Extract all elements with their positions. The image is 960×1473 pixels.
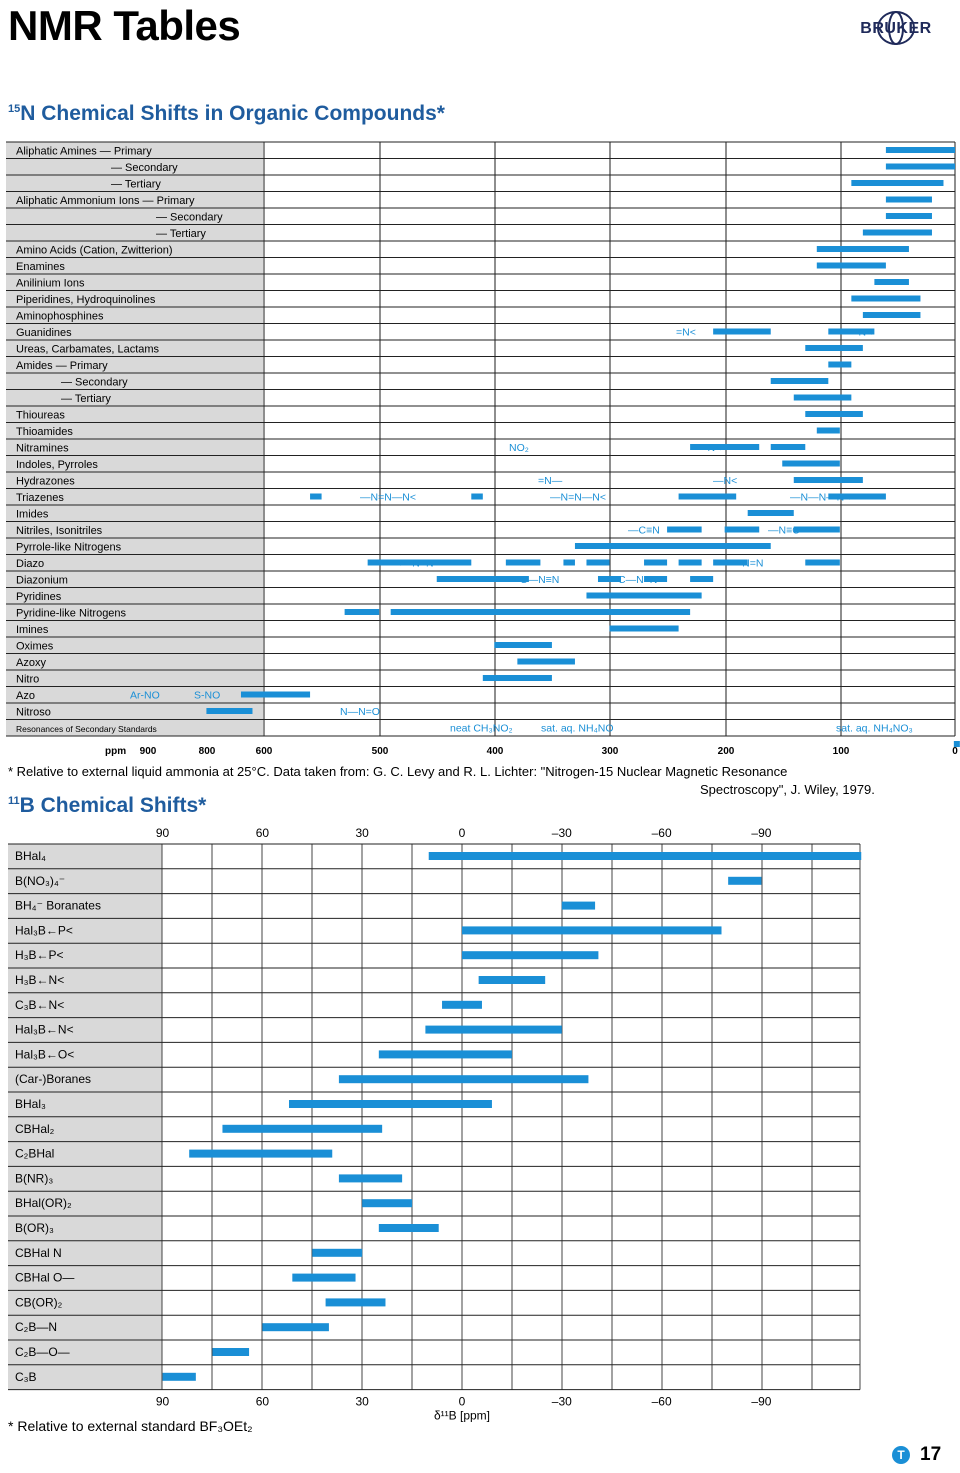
row-label: Resonances of Secondary Standards: [16, 724, 157, 734]
structure-annotation: neat CH₃NO₂: [450, 722, 513, 735]
shift-range-bar: [771, 444, 806, 450]
shift-range-bar: [391, 609, 690, 615]
x-tick-label-top: 90: [155, 826, 170, 840]
row-label: Thioureas: [16, 409, 65, 422]
x-tick-label: 100: [832, 746, 850, 757]
shift-range-bar: [782, 461, 840, 467]
row-label: — Tertiary: [156, 228, 206, 240]
shift-range-bar: [483, 675, 552, 681]
shift-range-bar: [794, 395, 852, 401]
shift-range-bar: [794, 527, 840, 533]
structure-annotation: S-NO: [194, 689, 221, 702]
shift-range-bar: [817, 428, 840, 434]
row-label: — Tertiary: [61, 393, 111, 405]
shift-range-bar: [586, 560, 609, 566]
structure-annotation: —N<: [848, 326, 873, 339]
structure-annotation: —N=N—N<: [550, 491, 607, 504]
shift-range-bar: [713, 329, 771, 335]
shift-range-bar: [586, 593, 701, 599]
row-label: Azoxy: [16, 657, 46, 669]
shift-range-bar: [679, 560, 702, 566]
row-label: — Secondary: [111, 162, 178, 174]
shift-range-bar: [728, 877, 761, 885]
x-unit-label: ppm: [105, 746, 127, 757]
shift-range-bar: [189, 1150, 332, 1158]
row-label: Ureas, Carbamates, Lactams: [16, 343, 160, 356]
row-label: Azo: [16, 690, 35, 702]
row-label: B(OR)₃: [15, 1221, 54, 1235]
shift-range-bar: [886, 147, 955, 153]
boron-footnote: * Relative to external standard BF₃OEt₂: [8, 1418, 253, 1434]
shift-range-bar: [241, 692, 310, 698]
boron-section-title: [8, 794, 206, 818]
row-label: BHal₃: [15, 1097, 46, 1111]
shift-range-bar: [794, 477, 863, 483]
x-tick-label-bottom: 60: [255, 1394, 270, 1409]
shift-range-bar: [805, 345, 863, 351]
x-tick-label-top: 60: [255, 826, 270, 840]
shift-range-bar: [479, 976, 546, 984]
nitrogen-shift-chart: [0, 140, 960, 765]
structure-annotation: sat. aq. NH₄NO: [541, 722, 614, 735]
shift-range-bar: [863, 312, 921, 318]
x-tick-label: 300: [601, 746, 619, 757]
x-tick-label-bottom: –60: [651, 1394, 672, 1409]
shift-range-bar: [379, 1224, 439, 1232]
shift-range-bar: [563, 560, 575, 566]
structure-annotation: —N<: [697, 442, 722, 454]
row-label: CB(OR)₂: [15, 1295, 63, 1310]
boron-title-text: B Chemical Shifts*: [19, 794, 207, 817]
shift-range-bar: [471, 494, 483, 500]
row-label: Aliphatic Amines — Primary: [16, 145, 152, 158]
structure-annotation: C—N≡N: [520, 574, 560, 586]
row-label: Nitro: [16, 673, 40, 686]
row-label: — Secondary: [156, 211, 223, 224]
x-tick-label-bottom: 90: [155, 1394, 170, 1409]
x-tick-label-top: –90: [751, 826, 772, 840]
row-label: Nitriles, Isonitriles: [16, 525, 103, 537]
shift-range-bar: [771, 378, 829, 384]
structure-annotation: =N=N: [736, 557, 764, 570]
row-label: Hal₃B←O<: [15, 1047, 75, 1062]
shift-range-bar: [644, 560, 667, 566]
shift-range-bar: [442, 1001, 482, 1009]
shift-range-bar: [312, 1249, 362, 1257]
structure-annotation: —N<: [713, 475, 738, 487]
nitrogen-section-title: [8, 102, 445, 126]
shift-range-bar: [326, 1298, 386, 1306]
shift-range-bar: [748, 510, 794, 516]
shift-range-bar: [886, 164, 955, 170]
row-label: Hal₃B←N<: [15, 1022, 74, 1037]
row-label: Aminophosphines: [16, 310, 104, 323]
row-label: H₃B←P<: [15, 948, 64, 963]
x-tick-label: 0: [952, 746, 958, 757]
row-label: Triazenes: [16, 492, 64, 504]
shift-range-bar: [339, 1174, 402, 1182]
x-tick-label: 800: [198, 746, 216, 757]
row-label: Indoles, Pyrroles: [16, 459, 98, 471]
row-label: — Secondary: [61, 376, 128, 389]
row-label: Hydrazones: [16, 475, 75, 488]
row-label: Nitroso: [16, 706, 51, 719]
x-tick-label: 900: [139, 746, 157, 757]
x-tick-label: 400: [486, 746, 504, 757]
row-label: B(NR)₃: [15, 1171, 54, 1186]
page-title: NMR Tables: [8, 2, 241, 49]
row-label: Nitramines: [16, 442, 69, 455]
row-label: BHal₄: [15, 849, 46, 863]
row-label: Diazo: [16, 558, 45, 570]
shift-range-bar: [562, 902, 595, 910]
nitrogen-title-sup: 15: [8, 103, 21, 115]
structure-annotation: C—N≡N: [618, 574, 658, 586]
row-label: Oximes: [16, 640, 54, 653]
x-tick-label-bottom: –30: [551, 1394, 572, 1409]
shift-range-bar: [212, 1348, 249, 1356]
structure-annotation: —N≡C: [768, 524, 800, 537]
structure-annotation: sat. aq. NH₄NO₃: [836, 722, 913, 735]
shift-range-bar: [163, 1373, 196, 1381]
x-tick-label-bottom: –90: [751, 1394, 772, 1409]
row-label: BH₄⁻ Boranates: [15, 898, 101, 913]
shift-range-bar: [874, 279, 909, 285]
shift-range-bar: [206, 708, 252, 714]
row-label: BHal(OR)₂: [15, 1196, 72, 1211]
shift-range-bar: [362, 1199, 412, 1207]
boron-shift-chart: [0, 822, 960, 1434]
shift-range-bar: [863, 230, 932, 236]
structure-annotation: —N=N—N<: [360, 491, 417, 504]
structure-annotation: >=N=N: [400, 557, 434, 570]
row-label: C₂BHal: [15, 1146, 55, 1161]
shift-range-bar: [828, 362, 851, 368]
brand-name: BRUKER: [860, 20, 932, 37]
shift-range-bar: [851, 296, 920, 302]
x-tick-label: 500: [371, 746, 389, 757]
row-label: Guanidines: [16, 327, 72, 339]
shift-range-bar: [610, 626, 679, 632]
row-label: Anilinium Ions: [16, 277, 85, 290]
row-label: (Car-)Boranes: [15, 1072, 92, 1087]
boron-title-sup: 11: [8, 795, 20, 807]
shift-range-bar: [310, 494, 322, 500]
row-label: CBHal O—: [15, 1270, 75, 1285]
x-tick-label-bottom: 0: [458, 1394, 466, 1409]
shift-range-bar: [462, 951, 598, 959]
shift-range-bar: [339, 1075, 589, 1083]
shift-range-bar: [222, 1125, 382, 1133]
shift-range-bar: [425, 1026, 561, 1034]
nitrogen-footnote-line2: Spectroscopy", J. Wiley, 1979.: [700, 782, 875, 797]
x-tick-label-top: 0: [458, 826, 466, 840]
row-label: Thioamides: [16, 426, 73, 438]
row-label: Pyridine-like Nitrogens: [16, 607, 127, 620]
shift-range-bar: [506, 560, 541, 566]
shift-range-bar: [462, 926, 722, 934]
x-tick-label-top: 30: [355, 826, 369, 840]
x-axis-label: δ¹¹B [ppm]: [433, 1408, 491, 1423]
row-label: Aliphatic Ammonium Ions — Primary: [16, 195, 195, 207]
row-label: Hal₃B←P<: [15, 923, 73, 938]
shift-range-bar: [667, 527, 702, 533]
row-label: CBHal₂: [15, 1121, 55, 1136]
shift-range-bar: [517, 659, 575, 665]
row-label: C₃B: [15, 1369, 37, 1384]
row-label: Amides — Primary: [16, 360, 108, 372]
row-label: Diazonium: [16, 574, 68, 587]
x-tick-label: 600: [255, 746, 273, 757]
row-label: Pyridines: [16, 591, 62, 603]
row-label: Piperidines, Hydroquinolines: [16, 294, 156, 306]
structure-annotation: —N—N—N<: [790, 491, 851, 504]
shift-range-bar: [679, 494, 737, 500]
shift-range-bar: [817, 263, 886, 269]
shift-range-bar: [851, 180, 943, 186]
page-number: 17: [920, 1444, 942, 1465]
shift-range-bar: [345, 609, 380, 615]
row-label: B(NO₃)₄⁻: [15, 873, 66, 888]
x-tick-label-top: –60: [651, 826, 672, 840]
row-label: Imines: [16, 624, 49, 636]
shift-range-bar: [690, 576, 713, 582]
row-label: Imides: [16, 508, 49, 521]
row-label: Enamines: [16, 261, 65, 273]
shift-range-bar: [817, 246, 909, 252]
structure-annotation: =N—: [538, 475, 563, 487]
row-label: C₂B—N: [15, 1320, 57, 1335]
row-label: CBHal N: [15, 1245, 62, 1260]
section-badge: T: [892, 1446, 910, 1464]
structure-annotation: Ar-NO: [130, 689, 160, 702]
x-tick-label: 200: [717, 746, 735, 757]
shift-range-bar: [437, 576, 529, 582]
shift-range-bar: [886, 213, 932, 219]
shift-range-bar: [429, 852, 862, 860]
row-label: C₃B←N<: [15, 997, 65, 1012]
row-label: Pyrrole-like Nitrogens: [16, 541, 122, 554]
brand-logo: [846, 8, 946, 48]
nitrogen-title-text: N Chemical Shifts in Organic Compounds*: [20, 102, 445, 125]
shift-range-bar: [805, 411, 863, 417]
row-label: C₂B—O—: [15, 1345, 70, 1359]
shift-range-bar: [379, 1050, 512, 1058]
shift-range-bar: [292, 1274, 355, 1282]
shift-range-bar: [262, 1323, 329, 1331]
shift-range-bar: [494, 642, 552, 648]
shift-range-bar: [725, 527, 760, 533]
structure-annotation: =N<: [676, 326, 696, 339]
shift-range-bar: [805, 560, 840, 566]
shift-range-bar: [575, 543, 771, 549]
x-tick-label-bottom: 30: [355, 1394, 369, 1409]
x-tick-label-top: –30: [551, 826, 572, 840]
nitrogen-footnote-line1: * Relative to external liquid ammonia at 25°C. Data taken from: G. C. Levy and R. L. Lichter: "Nitrogen-15 Nuclear Magnetic Resonance: [8, 764, 788, 779]
row-label: H₃B←N<: [15, 973, 65, 987]
structure-annotation: N—N=O: [340, 706, 380, 718]
row-label: Amino Acids (Cation, Zwitterion): [16, 244, 173, 257]
shift-range-bar: [289, 1100, 492, 1108]
structure-annotation: —C≡N: [628, 524, 660, 537]
structure-annotation: NO₂: [509, 442, 529, 454]
shift-range-bar: [886, 197, 932, 203]
row-label: — Tertiary: [111, 178, 161, 191]
